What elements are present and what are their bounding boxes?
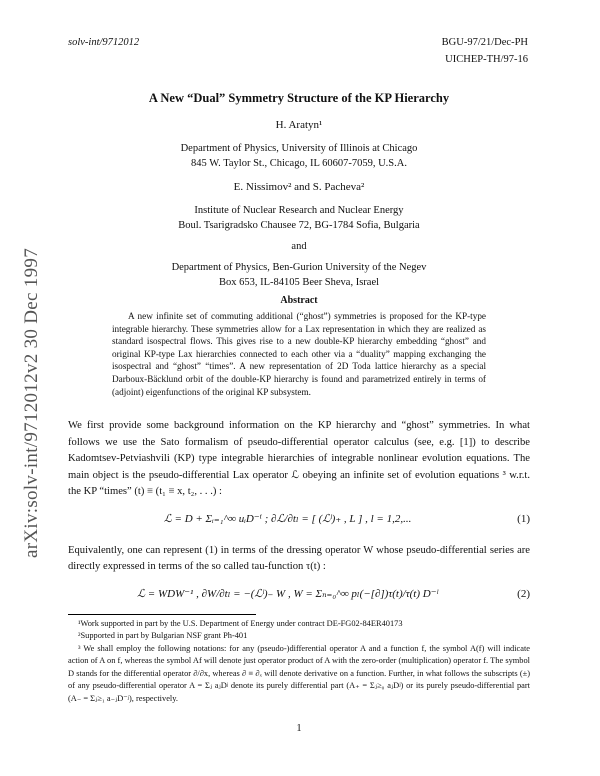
and-text: and xyxy=(291,241,307,252)
paragraph: Equivalently, one can represent (1) in terms of the dressing operator W whose pseudo-differential series are directly expressed in terms of the so called tau-function τ(t) : xyxy=(68,544,530,573)
report-number: BGU-97/21/Dec-PH xyxy=(441,37,528,48)
equation-number: (1) xyxy=(517,512,530,525)
author: E. Nissimov² and S. Pacheva² xyxy=(233,181,365,193)
equation-2 xyxy=(68,586,530,602)
report-number: UICHEP-TH/97-16 xyxy=(445,54,528,65)
equation-formula: ℒ = D + Σᵢ₌₁^∞ uᵢD⁻ⁱ ; ∂ℒ/∂tₗ = [ (ℒˡ)₊ , L ] , l = 1,2,... xyxy=(163,512,412,525)
author: H. Aratyn¹ xyxy=(275,119,323,131)
arxiv-id: solv-int/9712012 xyxy=(68,37,140,48)
footnote: ³ We shall employ the following notations: for any (pseudo-)differential operator A and a function f, the symbol A(f) will indicate action of A on f, whereas the symbol Af will denote just operator product of A with the zero-order (multiplication) operator f. The symbol D stands for the differential operator ∂/∂x, whereas ∂ ≡ ∂ₓ will denote derivative on a function. Further, in what follows the subscripts (±) of any pseudo-differential operator A = Σⱼ aⱼDʲ denote its purely differential part (A₊ = Σⱼ≥₀ aⱼDʲ) or its purely pseudo-differential part (A₋ = Σⱼ≥₁ a₋ⱼD⁻ʲ), respectively. xyxy=(68,643,530,703)
affiliation-line: Department of Physics, Ben-Gurion University of the Negev xyxy=(171,262,427,273)
affiliation-line: Department of Physics, University of Illinois at Chicago xyxy=(180,143,418,154)
abstract-heading: Abstract xyxy=(280,295,318,306)
footnote: ¹Work supported in part by the U.S. Department of Energy under contract DE-FG02-84ER40173 xyxy=(78,618,403,628)
equation-number: (2) xyxy=(517,587,530,600)
paragraph: We first provide some background information on the KP hierarchy and “ghost” symmetries. In what follows we use the Sato formalism of pseudo-differential operator calculus (see, e.g. [1]) to describe Kadomtsev-Petviashvili (KP) type integrable hierarchies of integrable nonlinear evolution equations. The main object is the pseudo-differential Lax operator ℒ obeying an infinite set of evolution equations ³ w.r.t. the KP “times” (t) ≡ (t₁ ≡ x, t₂, . . .) : xyxy=(68,420,530,498)
abstract xyxy=(112,310,486,398)
abstract-text: A new infinite set of commuting additional (“ghost”) symmetries is proposed for the KP-type integrable hierarchy. These symmetries allow for a Lax representation in which they are realized as standard isospectral flows. This gives rise to a new double-KP hierarchy embedding “ghost” and original KP-type Lax hierarchies connected to each other via a “duality” mapping exchanging the isospectral and “ghost” “times”. A new representation of 2D Toda lattice hierarchy as a special Darboux-Bäcklund orbit of the double-KP hierarchy is found and parametrized entirely in terms of (adjoint) eigenfunctions of the original KP subsystem. xyxy=(112,311,486,397)
affiliation-line: Box 653, IL-84105 Beer Sheva, Israel xyxy=(218,277,380,288)
page-number: 1 xyxy=(296,723,302,734)
arxiv-stamp: arXiv:solv-int/9712012v2 30 Dec 1997 xyxy=(21,248,42,559)
affiliation-line: Boul. Tsarigradsko Chausee 72, BG-1784 Sofia, Bulgaria xyxy=(178,220,420,231)
equation-formula: ℒ = WDW⁻¹ , ∂W/∂tₗ = −(ℒˡ)₋ W , W = Σₙ₌₀^∞ pₗ(−[∂])τ(t)/τ(t) D⁻ˡ xyxy=(137,587,439,600)
body-paragraph-1 xyxy=(68,418,530,501)
equation-1 xyxy=(68,511,530,527)
footnote: ²Supported in part by Bulgarian NSF grant Ph-401 xyxy=(78,631,248,641)
body-paragraph-2 xyxy=(68,543,530,576)
paper-title: A New “Dual” Symmetry Structure of the KP Hierarchy xyxy=(148,91,450,105)
footnotes xyxy=(68,618,530,706)
affiliation-line: Institute of Nuclear Research and Nuclear Energy xyxy=(194,205,404,216)
affiliation-line: 845 W. Taylor St., Chicago, IL 60607-7059, U.S.A. xyxy=(191,158,407,169)
footnote-rule xyxy=(68,614,256,615)
